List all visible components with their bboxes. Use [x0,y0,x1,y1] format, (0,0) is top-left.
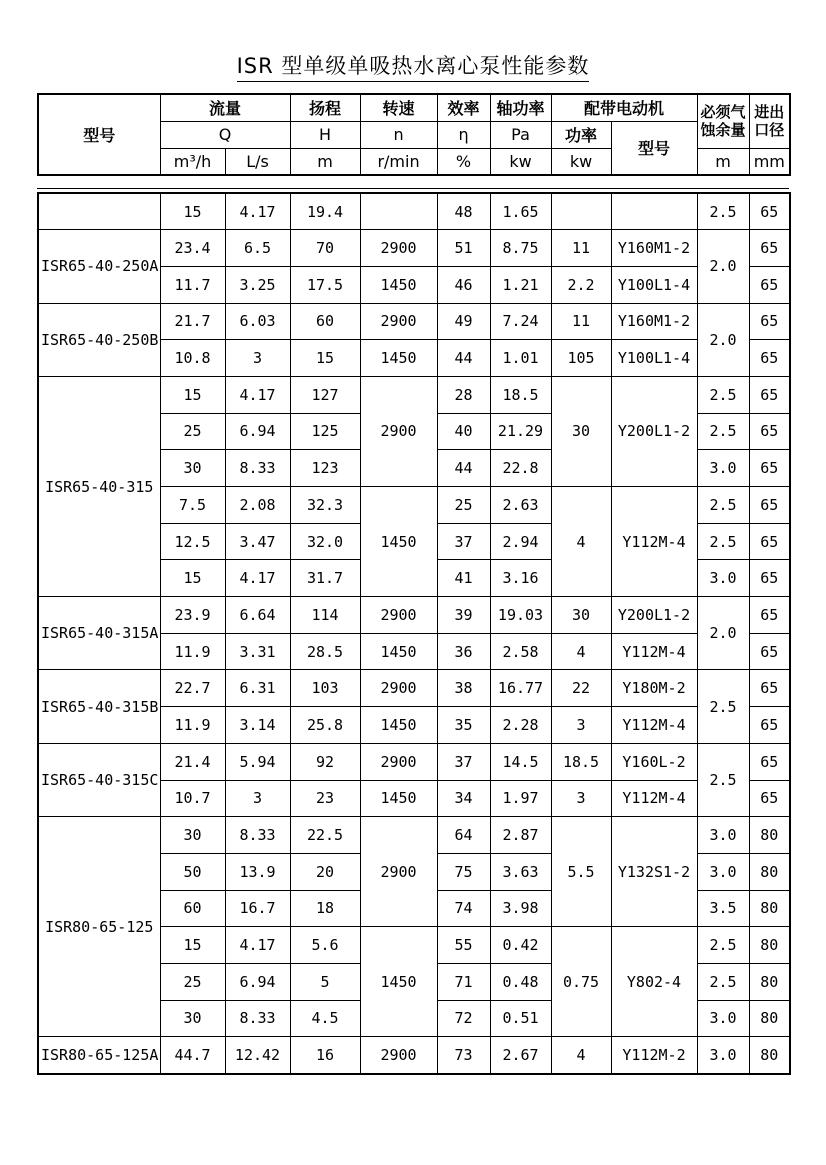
table-cell: 3.47 [225,523,290,560]
table-cell: 1.01 [490,340,551,377]
table-cell: 64 [437,817,490,854]
page-title: ISR 型单级单吸热水离心泵性能参数 [237,50,590,82]
table-cell: 2900 [360,817,437,927]
table-cell: 20 [290,853,360,890]
table-cell: 49 [437,303,490,340]
table-cell: 48 [437,193,490,230]
table-cell: 36 [437,633,490,670]
table-cell: 2.5 [697,743,749,816]
table-cell: 2.63 [490,487,551,524]
header-flow-symbol: Q [160,121,290,148]
title-row [0,50,826,82]
table-cell: 23.4 [160,230,225,267]
table-cell: 75 [437,853,490,890]
table-cell: 5.5 [551,817,611,927]
table-cell: 34 [437,780,490,817]
table-cell: 3 [225,780,290,817]
header-shaft-power-unit: kw [490,148,551,175]
header-eff-symbol: η [437,121,490,148]
header-npsh-label-line1: 必须气 [700,102,746,121]
table-cell: 65 [749,670,790,707]
table-cell: 4.17 [225,560,290,597]
table-cell: 1450 [360,780,437,817]
table-cell: 1.97 [490,780,551,817]
table-cell: 28.5 [290,633,360,670]
table-cell: 2.5 [697,963,749,1000]
table-cell: 22.7 [160,670,225,707]
table-cell: 11 [551,303,611,340]
table-cell: 31.7 [290,560,360,597]
table-cell: 2.28 [490,707,551,744]
table-cell [360,193,437,230]
table-cell: 70 [290,230,360,267]
table-row [38,230,790,267]
table-cell: 2.5 [697,487,749,524]
table-cell: 65 [749,413,790,450]
pump-model-cell: ISR65-40-315B [38,670,160,743]
header-speed-symbol: n [360,121,437,148]
table-cell: 35 [437,707,490,744]
header-port-label-line1: 进出 [754,102,785,121]
pump-table-rows [38,193,790,1074]
table-cell: 2.2 [551,266,611,303]
table-cell: Y802-4 [611,927,697,1037]
header-flow-label: 流量 [160,94,290,121]
table-cell: 5.6 [290,927,360,964]
table-cell: Y112M-4 [611,707,697,744]
table-cell: 3.98 [490,890,551,927]
table-cell: 12.5 [160,523,225,560]
table-cell: 39 [437,597,490,634]
table-cell: 30 [160,817,225,854]
table-cell: 1450 [360,707,437,744]
header-flow-unit-m3h: m³/h [160,148,225,175]
table-cell: 25 [160,963,225,1000]
table-cell: 3.63 [490,853,551,890]
table-cell: 114 [290,597,360,634]
table-cell: 65 [749,450,790,487]
table-cell: Y100L1-4 [611,340,697,377]
table-cell: 55 [437,927,490,964]
pump-model-cell [38,193,160,230]
table-cell: Y112M-4 [611,633,697,670]
table-cell: 65 [749,340,790,377]
table-cell: 22 [551,670,611,707]
table-row [38,743,790,780]
table-cell: 2.87 [490,817,551,854]
table-cell: Y112M-4 [611,487,697,597]
table-cell: 13.9 [225,853,290,890]
table-cell: Y200L1-2 [611,597,697,634]
table-cell: Y112M-2 [611,1037,697,1074]
header-npsh-unit: m [697,148,749,175]
table-cell: 21.7 [160,303,225,340]
table-cell: 15 [290,340,360,377]
table-cell: 18.5 [490,376,551,413]
table-cell: 44.7 [160,1037,225,1074]
table-cell: 23.9 [160,597,225,634]
table-cell: 65 [749,780,790,817]
table-cell: 10.8 [160,340,225,377]
table-cell: 4.17 [225,193,290,230]
table-cell: 25.8 [290,707,360,744]
table-cell: 3 [551,707,611,744]
table-cell: 8.33 [225,1000,290,1037]
table-cell: 2900 [360,743,437,780]
pump-model-cell: ISR65-40-250A [38,230,160,303]
table-cell: 6.94 [225,963,290,1000]
table-cell: 38 [437,670,490,707]
table-cell: 1.21 [490,266,551,303]
table-cell: Y160L-2 [611,743,697,780]
table-cell: 21.29 [490,413,551,450]
table-cell: 30 [160,450,225,487]
table-cell: 80 [749,853,790,890]
table-cell: 3.0 [697,817,749,854]
table-cell: 50 [160,853,225,890]
table-cell: 2.94 [490,523,551,560]
table-cell: 2.67 [490,1037,551,1074]
table-cell: 10.7 [160,780,225,817]
header-motor-power-label: 功率 [551,121,611,148]
pump-model-cell: ISR80-65-125A [38,1037,160,1074]
table-cell: 6.64 [225,597,290,634]
table-cell: 65 [749,597,790,634]
table-cell: 65 [749,633,790,670]
table-cell: 3.0 [697,1037,749,1074]
table-cell: 15 [160,560,225,597]
header-eff-unit: % [437,148,490,175]
table-cell: 2.5 [697,523,749,560]
table-cell: 46 [437,266,490,303]
table-cell: 18.5 [551,743,611,780]
table-cell: 65 [749,707,790,744]
table-cell: 2.58 [490,633,551,670]
table-cell: 3.16 [490,560,551,597]
table-cell: 3.0 [697,853,749,890]
table-cell: 28 [437,376,490,413]
table-cell: Y100L1-4 [611,266,697,303]
header-motor-label: 配带电动机 [551,94,697,121]
table-cell: 11.7 [160,266,225,303]
header-npsh-label [697,94,749,148]
table-cell: 7.24 [490,303,551,340]
table-cell: Y200L1-2 [611,376,697,486]
table-cell: 125 [290,413,360,450]
table-cell: 65 [749,266,790,303]
table-cell: 30 [160,1000,225,1037]
table-cell: 7.5 [160,487,225,524]
table-cell: 80 [749,1000,790,1037]
table-cell: 16.77 [490,670,551,707]
table-cell: Y112M-4 [611,780,697,817]
table-cell: 6.94 [225,413,290,450]
table-cell: 15 [160,376,225,413]
table-cell: 37 [437,743,490,780]
pump-table-body [37,192,791,1075]
table-cell: 30 [551,597,611,634]
table-cell: 1450 [360,487,437,597]
header-npsh-label-line2: 蚀余量 [700,121,746,140]
pump-model-cell: ISR65-40-315 [38,376,160,596]
header-speed-label: 转速 [360,94,437,121]
table-cell: 2900 [360,1037,437,1074]
table-cell: 5.94 [225,743,290,780]
table-cell: 103 [290,670,360,707]
table-cell: 3.5 [697,890,749,927]
table-cell: 71 [437,963,490,1000]
pump-table-header [37,93,791,176]
table-cell: 22.8 [490,450,551,487]
header-flow-unit-ls: L/s [225,148,290,175]
table-cell: 25 [160,413,225,450]
table-cell: 127 [290,376,360,413]
table-row [38,817,790,854]
table-cell: 0.48 [490,963,551,1000]
pump-model-cell: ISR65-40-250B [38,303,160,376]
table-cell: 65 [749,376,790,413]
header-model-label: 型号 [38,94,160,175]
table-row [38,376,790,413]
table-cell: 15 [160,193,225,230]
table-cell: 65 [749,523,790,560]
table-cell: 4 [551,487,611,597]
table-cell: 2.5 [697,670,749,743]
table-cell: 14.5 [490,743,551,780]
header-port-label-line2: 口径 [754,121,785,140]
table-cell: Y160M1-2 [611,303,697,340]
table-cell: Y132S1-2 [611,817,697,927]
table-cell: 11.9 [160,707,225,744]
table-cell: 1450 [360,340,437,377]
table-cell: 22.5 [290,817,360,854]
table-cell: 44 [437,340,490,377]
table-row [38,597,790,634]
table-cell: 2.5 [697,193,749,230]
header-head-label: 扬程 [290,94,360,121]
table-cell: 6.31 [225,670,290,707]
table-cell: 4.5 [290,1000,360,1037]
table-cell: 25 [437,487,490,524]
header-head-unit: m [290,148,360,175]
table-cell: 32.0 [290,523,360,560]
table-cell: 4.17 [225,376,290,413]
table-cell: 19.03 [490,597,551,634]
table-cell: 4.17 [225,927,290,964]
table-cell: 3.14 [225,707,290,744]
pump-model-cell: ISR65-40-315A [38,597,160,670]
table-cell: 65 [749,560,790,597]
header-port-unit: mm [749,148,790,175]
table-cell: 40 [437,413,490,450]
table-cell: 2900 [360,670,437,707]
table-cell: 44 [437,450,490,487]
table-cell: 19.4 [290,193,360,230]
table-cell: 60 [290,303,360,340]
table-cell: Y160M1-2 [611,230,697,267]
header-motor-power-unit: kw [551,148,611,175]
table-cell: 32.3 [290,487,360,524]
pump-model-cell: ISR65-40-315C [38,743,160,816]
table-cell: 16.7 [225,890,290,927]
table-cell: 3.0 [697,1000,749,1037]
table-cell: 65 [749,193,790,230]
header-head-symbol: H [290,121,360,148]
table-cell: 4 [551,1037,611,1074]
table-cell: 3.31 [225,633,290,670]
header-shaft-power-symbol: Pa [490,121,551,148]
table-cell: 2.5 [697,927,749,964]
table-cell: 41 [437,560,490,597]
table-cell: 65 [749,230,790,267]
table-cell: 8.33 [225,450,290,487]
table-cell: 65 [749,743,790,780]
table-cell: 5 [290,963,360,1000]
table-cell: 3.0 [697,450,749,487]
table-cell: 6.5 [225,230,290,267]
table-cell: 1.65 [490,193,551,230]
table-cell: 80 [749,890,790,927]
table-cell: 11.9 [160,633,225,670]
table-cell [551,193,611,230]
table-row [38,670,790,707]
table-cell: 2.0 [697,303,749,376]
table-cell: 2.0 [697,230,749,303]
table-row [38,1037,790,1074]
table-cell [611,193,697,230]
table-cell: 2.5 [697,376,749,413]
table-cell: 17.5 [290,266,360,303]
table-cell: 80 [749,963,790,1000]
table-cell: 65 [749,303,790,340]
header-shaft-power-label: 轴功率 [490,94,551,121]
table-cell: 6.03 [225,303,290,340]
table-cell: 60 [160,890,225,927]
table-cell: 2900 [360,230,437,267]
table-cell: 15 [160,927,225,964]
table-cell: 37 [437,523,490,560]
header-motor-model-label: 型号 [611,121,697,175]
table-cell: 0.51 [490,1000,551,1037]
table-cell: 8.75 [490,230,551,267]
table-cell: 2900 [360,303,437,340]
table-cell: 1450 [360,633,437,670]
table-cell: 65 [749,487,790,524]
table-cell: 1450 [360,266,437,303]
table-cell: 2900 [360,376,437,486]
table-cell: 80 [749,1037,790,1074]
header-speed-unit: r/min [360,148,437,175]
table-cell: 92 [290,743,360,780]
table-row [38,193,790,230]
table-cell: 72 [437,1000,490,1037]
table-cell: 0.42 [490,927,551,964]
table-cell: 105 [551,340,611,377]
table-cell: 73 [437,1037,490,1074]
table-cell: 80 [749,817,790,854]
header-eff-label: 效率 [437,94,490,121]
table-cell: 2.0 [697,597,749,670]
table-cell: 23 [290,780,360,817]
table-cell: 21.4 [160,743,225,780]
pump-model-cell: ISR80-65-125 [38,817,160,1037]
table-cell: 3 [551,780,611,817]
table-cell: 123 [290,450,360,487]
table-cell: 3.25 [225,266,290,303]
table-cell: 30 [551,376,611,486]
table-row [38,303,790,340]
table-cell: 74 [437,890,490,927]
table-cell: 3.0 [697,560,749,597]
table-cell: 0.75 [551,927,611,1037]
header-port-label [749,94,790,148]
table-cell: 16 [290,1037,360,1074]
table-cell: 3 [225,340,290,377]
table-cell: 2.08 [225,487,290,524]
table-cell: 1450 [360,927,437,1037]
table-cell: 51 [437,230,490,267]
table-cell: 18 [290,890,360,927]
table-cell: 4 [551,633,611,670]
table-cell: 11 [551,230,611,267]
table-cell: 2.5 [697,413,749,450]
table-cell: 8.33 [225,817,290,854]
table-cell: 12.42 [225,1037,290,1074]
table-cell: 2900 [360,597,437,634]
table-cell: Y180M-2 [611,670,697,707]
table-cell: 80 [749,927,790,964]
